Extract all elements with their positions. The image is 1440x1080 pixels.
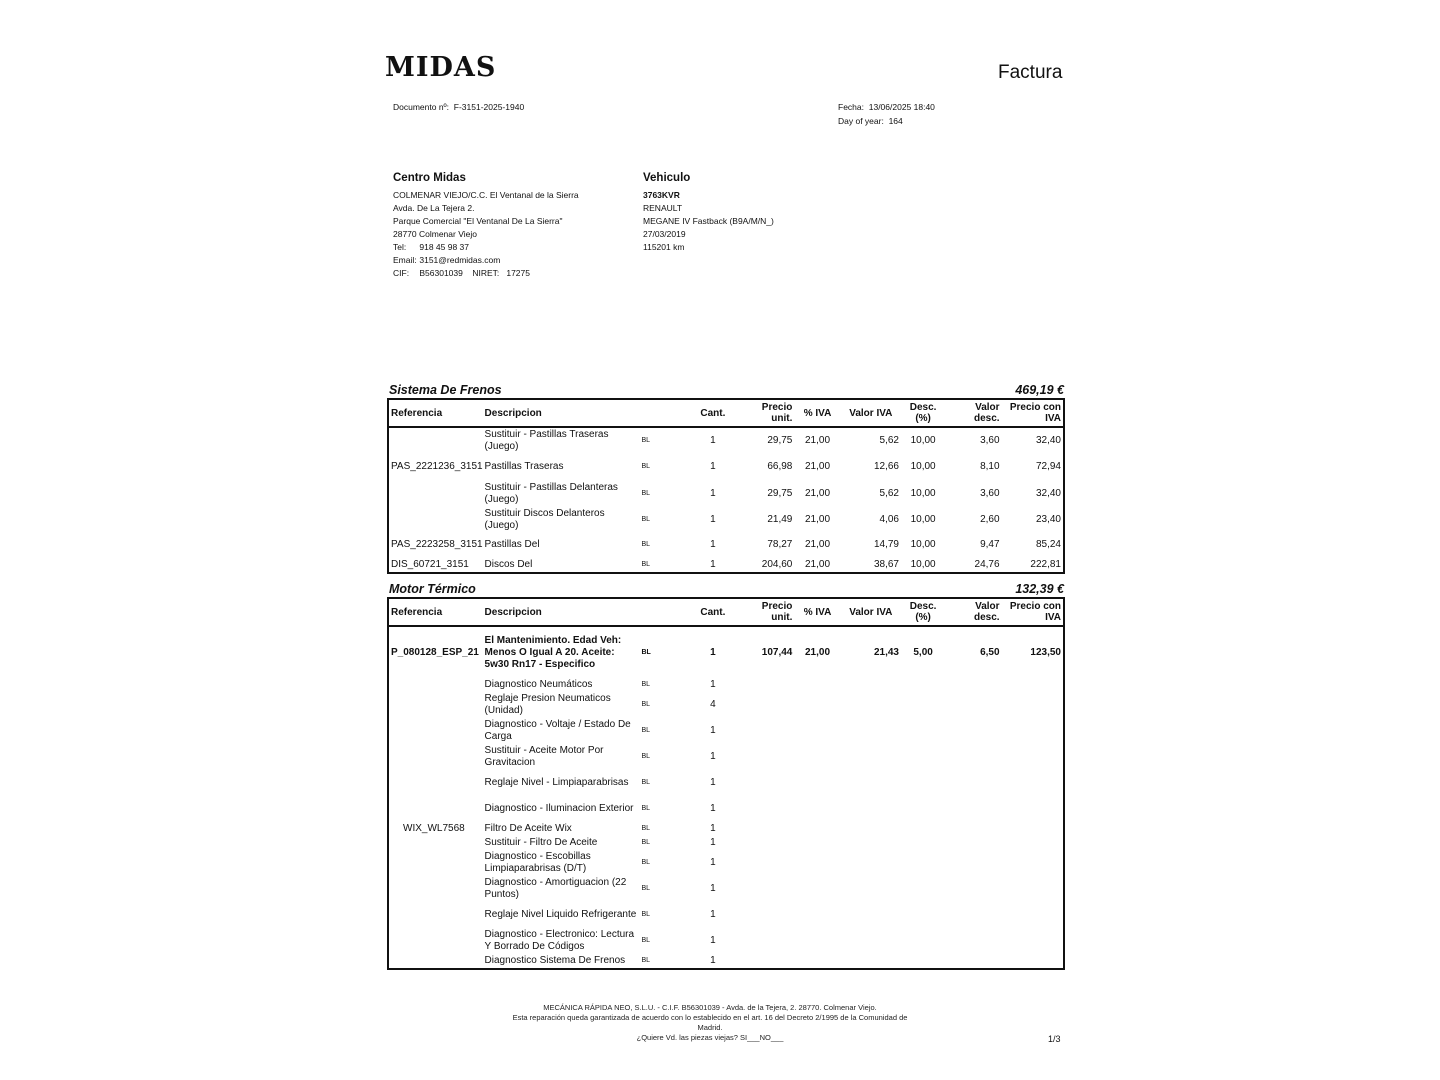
table-row (389, 850, 1063, 876)
cell-precio-unit: 29,75 (767, 435, 793, 446)
cell-descripcion: Sustituir - Aceite Motor Por Gravitacion (484, 745, 604, 768)
centro-cif: CIF: B56301039 NIRET: 17275 (393, 268, 530, 278)
section-motor-table (389, 599, 1063, 968)
cell-cant: 1 (710, 777, 716, 788)
cell-referencia (389, 796, 483, 822)
cell-cant: 1 (710, 646, 716, 658)
cell-descripcion: Pastillas Traseras (484, 461, 564, 472)
cell-valor-desc (945, 850, 1001, 876)
cell-precio-con-iva (1002, 902, 1063, 928)
cell-precio-unit (736, 744, 794, 770)
cell-referencia (389, 718, 483, 744)
header-blank (639, 400, 689, 427)
header-precio-unit: Precio unit. (736, 599, 794, 626)
cell-iva (794, 770, 840, 796)
cell-referencia (389, 770, 483, 796)
cell-bl: BL (641, 825, 651, 832)
centro-line3: Parque Comercial "El Ventanal De La Sierra" (393, 216, 563, 226)
cell-referencia: WIX_WL7568 (403, 823, 465, 834)
cell-cant: 1 (710, 883, 716, 894)
cell-bl: BL (641, 911, 651, 918)
vehiculo-km: 115201 km (643, 242, 685, 252)
table-row (389, 902, 1063, 928)
cell-descripcion: Diagnostico Sistema De Frenos (484, 955, 626, 966)
cell-precio-con-iva (1002, 876, 1063, 902)
cell-iva (794, 954, 840, 968)
cell-precio-unit (736, 902, 794, 928)
cell-precio-unit (736, 954, 794, 968)
cell-descripcion: Sustituir - Pastillas Delanteras (Juego) (484, 481, 618, 505)
vehiculo-title: Vehiculo (643, 172, 691, 184)
cell-iva (794, 876, 840, 902)
header-valor-iva: Valor IVA (841, 599, 901, 626)
cell-referencia (389, 876, 483, 902)
cell-descripcion: Diagnostico - Amortiguacion (22 Puntos) (484, 877, 627, 900)
cell-cant: 1 (710, 435, 716, 446)
cell-bl: BL (641, 779, 651, 786)
cell-cant: 1 (710, 751, 716, 762)
cell-precio-con-iva (1002, 678, 1063, 692)
cell-desc-pct: 10,00 (910, 487, 936, 499)
cell-iva: 21,00 (804, 461, 831, 472)
cell-valor-iva: 21,43 (873, 646, 899, 658)
cell-precio-unit (736, 678, 794, 692)
footer-line1: MECÁNICA RÁPIDA NEO, S.L.U. - C.I.F. B56301039 - Avda. de la Tejera, 2. 28770. Colmenar Viejo. (543, 1003, 877, 1012)
cell-iva (794, 678, 840, 692)
cell-referencia (389, 902, 483, 928)
header-referencia: Referencia (389, 400, 483, 427)
section-motor-table-box (387, 597, 1065, 970)
cell-precio-con-iva (1002, 822, 1063, 836)
cell-bl: BL (641, 681, 651, 688)
cell-descripcion: Sustituir - Pastillas Traseras (Juego) (484, 429, 609, 452)
cell-valor-iva: 5,62 (879, 487, 899, 499)
cell-descripcion: Diagnostico - Iluminacion Exterior (484, 803, 634, 814)
cell-valor-desc: 3,60 (980, 487, 1000, 499)
cell-bl: BL (641, 489, 651, 497)
section-motor-total: 132,39 € (1015, 582, 1064, 596)
vehiculo-fecha: 27/03/2019 (643, 229, 686, 239)
cell-valor-desc (945, 796, 1001, 822)
cell-desc-pct: 10,00 (910, 435, 936, 446)
cell-descripcion: Diagnostico - Escobillas Limpiaparabrisas (D/T) (484, 851, 591, 874)
cell-valor-desc: 8,10 (980, 461, 1000, 472)
cell-bl: BL (641, 957, 651, 964)
cell-valor-desc (945, 954, 1001, 968)
table-row (389, 796, 1063, 822)
cell-desc-pct (901, 770, 945, 796)
cell-desc-pct (901, 928, 945, 954)
header-valor-iva: Valor IVA (841, 400, 901, 427)
cell-descripcion: Diagnostico - Electronico: Lectura Y Borrado De Códigos (484, 929, 635, 952)
cell-referencia: PAS_2223258_3151 (391, 539, 483, 550)
centro-line1: COLMENAR VIEJO/C.C. El Ventanal de la Sierra (393, 190, 579, 200)
table-row (389, 744, 1063, 770)
midas-logo: MIDAS (385, 52, 497, 83)
cell-valor-iva (841, 836, 901, 850)
cell-cant: 1 (710, 909, 716, 920)
cell-desc-pct (901, 678, 945, 692)
section-frenos-table-box (387, 398, 1065, 574)
cell-valor-desc (945, 928, 1001, 954)
cell-iva (794, 718, 840, 744)
cell-precio-unit (736, 836, 794, 850)
cell-precio-unit (736, 796, 794, 822)
cell-valor-desc (945, 744, 1001, 770)
cell-referencia (389, 678, 483, 692)
cell-valor-iva (841, 822, 901, 836)
cell-descripcion: Reglaje Nivel Liquido Refrigerante (484, 909, 637, 920)
cell-descripcion: Sustituir Discos Delanteros (Juego) (484, 508, 605, 531)
centro-tel: Tel: 918 45 98 37 (393, 242, 470, 252)
table-row (389, 954, 1063, 968)
vehiculo-matricula: 3763KVR (643, 190, 680, 200)
cell-cant: 1 (710, 514, 716, 525)
cell-desc-pct (901, 692, 945, 718)
cell-iva (794, 822, 840, 836)
cell-bl: BL (641, 753, 651, 760)
cell-referencia (389, 850, 483, 876)
cell-iva (794, 744, 840, 770)
cell-precio-con-iva: 123,50 (1030, 646, 1061, 658)
centro-block (393, 172, 579, 280)
cell-descripcion: Reglaje Presion Neumaticos (Unidad) (484, 693, 611, 716)
section-motor-header (388, 582, 1064, 596)
centro-email: Email: 3151@redmidas.com (393, 255, 501, 265)
cell-descripcion: Diagnostico - Voltaje / Estado De Carga (484, 719, 631, 742)
vehiculo-modelo: MEGANE IV Fastback (B9A/M/N_) (643, 216, 774, 226)
cell-cant: 1 (710, 539, 716, 550)
day-of-year: Day of year: 164 (838, 116, 903, 126)
header-iva: % IVA (794, 599, 840, 626)
centro-line4: 28770 Colmenar Viejo (393, 229, 477, 239)
cell-desc-pct: 5,00 (913, 646, 933, 658)
cell-iva: 21,00 (804, 539, 831, 550)
cell-bl: BL (641, 701, 651, 708)
cell-cant: 1 (710, 857, 716, 868)
cell-precio-unit: 78,27 (767, 539, 793, 550)
cell-referencia: PAS_2221236_3151 (391, 461, 483, 472)
cell-referencia (389, 836, 483, 850)
table-row (389, 557, 1063, 572)
cell-valor-desc: 9,47 (980, 539, 1000, 550)
cell-precio-con-iva (1002, 692, 1063, 718)
cell-precio-unit: 107,44 (761, 646, 793, 658)
document-title: Factura (998, 62, 1063, 83)
cell-precio-con-iva (1002, 796, 1063, 822)
cell-bl: BL (641, 937, 651, 944)
cell-desc-pct (901, 796, 945, 822)
cell-precio-unit: 29,75 (767, 487, 793, 499)
header-cant: Cant. (690, 400, 736, 427)
cell-valor-desc (945, 876, 1001, 902)
cell-precio-unit (736, 718, 794, 744)
cell-iva: 21,00 (804, 487, 831, 499)
page-number: 1/3 (1048, 1034, 1061, 1044)
cell-cant: 1 (710, 487, 716, 499)
section-frenos-table (389, 400, 1063, 572)
cell-precio-con-iva (1002, 954, 1063, 968)
cell-bl: BL (641, 437, 651, 444)
cell-iva (794, 902, 840, 928)
cell-precio-con-iva (1002, 744, 1063, 770)
footer-line2: Esta reparación queda garantizada de acuerdo con lo establecido en el art. 16 del Decreto 2/1995 de la Comunidad de Madrid. (512, 1013, 908, 1032)
cell-referencia: P_080128_ESP_21 (391, 646, 479, 658)
cell-descripcion: El Mantenimiento. Edad Veh: Menos O Igual A 20. Aceite: 5w30 Rn17 - Especifico (484, 634, 622, 670)
cell-desc-pct: 10,00 (910, 558, 936, 570)
cell-desc-pct: 10,00 (910, 539, 936, 550)
cell-cant: 1 (710, 725, 716, 736)
table-row (389, 678, 1063, 692)
cell-desc-pct (901, 718, 945, 744)
cell-precio-con-iva: 23,40 (1035, 514, 1061, 525)
section-motor-title: Motor Térmico (389, 582, 476, 596)
cell-descripcion: Pastillas Del (484, 539, 540, 550)
cell-valor-iva: 14,79 (873, 539, 899, 550)
cell-desc-pct (901, 744, 945, 770)
table-row (389, 770, 1063, 796)
cell-valor-desc: 3,60 (980, 435, 1000, 446)
cell-bl: BL (641, 648, 651, 656)
cell-bl: BL (641, 541, 651, 548)
vehiculo-block (643, 172, 774, 254)
centro-line2: Avda. De La Tejera 2. (393, 203, 475, 213)
cell-precio-con-iva (1002, 718, 1063, 744)
cell-precio-con-iva: 222,81 (1030, 558, 1061, 570)
cell-bl: BL (641, 859, 651, 866)
cell-precio-con-iva: 72,94 (1035, 461, 1061, 472)
cell-valor-iva (841, 876, 901, 902)
cell-bl: BL (641, 463, 651, 470)
cell-valor-desc (945, 770, 1001, 796)
cell-referencia (389, 692, 483, 718)
invoice-date: Fecha: 13/06/2025 18:40 (838, 102, 935, 112)
section-frenos-total: 469,19 € (1015, 383, 1064, 397)
header-blank (639, 599, 689, 626)
cell-iva (794, 836, 840, 850)
cell-valor-iva (841, 744, 901, 770)
header-valor-desc: Valor desc. (945, 599, 1001, 626)
cell-iva (794, 796, 840, 822)
cell-bl: BL (641, 516, 651, 523)
cell-precio-con-iva: 32,40 (1035, 435, 1061, 446)
cell-iva: 21,00 (804, 646, 831, 658)
cell-valor-iva (841, 770, 901, 796)
footer-line3: ¿Quiere Vd. las piezas viejas? SI___NO___ (636, 1033, 784, 1042)
cell-valor-iva (841, 718, 901, 744)
cell-valor-desc: 24,76 (974, 558, 1000, 570)
cell-precio-con-iva: 85,24 (1035, 539, 1061, 550)
cell-referencia (389, 954, 483, 968)
cell-precio-unit: 66,98 (767, 461, 793, 472)
cell-precio-unit (736, 692, 794, 718)
cell-referencia (389, 744, 483, 770)
cell-precio-con-iva (1002, 928, 1063, 954)
footer (500, 1003, 920, 1043)
header-referencia: Referencia (389, 599, 483, 626)
header-cant: Cant. (690, 599, 736, 626)
cell-valor-iva (841, 954, 901, 968)
header-precio-con-iva: Precio con IVA (1002, 599, 1063, 626)
cell-bl: BL (641, 727, 651, 734)
cell-desc-pct (901, 822, 945, 836)
table-row (389, 507, 1063, 533)
header-desc-pct: Desc. (%) (901, 400, 945, 427)
cell-cant: 1 (710, 461, 716, 472)
cell-cant: 4 (710, 699, 716, 710)
cell-precio-con-iva: 32,40 (1035, 487, 1061, 499)
vehiculo-marca: RENAULT (643, 203, 683, 213)
header-precio-unit: Precio unit. (736, 400, 794, 427)
table-row (389, 876, 1063, 902)
table-row (389, 533, 1063, 557)
table-row (389, 928, 1063, 954)
table-row (389, 836, 1063, 850)
header-valor-desc: Valor desc. (945, 400, 1001, 427)
cell-cant: 1 (710, 935, 716, 946)
cell-desc-pct (901, 836, 945, 850)
cell-bl: BL (641, 560, 651, 568)
table-row (389, 454, 1063, 480)
cell-descripcion: Sustituir - Filtro De Aceite (484, 837, 598, 848)
cell-precio-unit (736, 822, 794, 836)
table-row (389, 822, 1063, 836)
cell-valor-iva (841, 692, 901, 718)
cell-valor-iva (841, 678, 901, 692)
cell-descripcion: Reglaje Nivel - Limpiaparabrisas (484, 777, 629, 788)
cell-referencia (389, 928, 483, 954)
cell-cant: 1 (710, 837, 716, 848)
table-row (389, 427, 1063, 454)
section-frenos-title: Sistema De Frenos (389, 383, 502, 397)
cell-valor-iva: 38,67 (873, 558, 899, 570)
cell-valor-iva: 5,62 (879, 435, 899, 446)
cell-bl: BL (641, 885, 651, 892)
cell-desc-pct: 10,00 (910, 514, 936, 525)
cell-iva (794, 928, 840, 954)
cell-precio-con-iva (1002, 770, 1063, 796)
cell-desc-pct: 10,00 (910, 461, 936, 472)
cell-valor-desc: 6,50 (980, 646, 1000, 658)
cell-valor-desc (945, 678, 1001, 692)
cell-iva (794, 850, 840, 876)
header-descripcion: Descripcion (483, 400, 640, 427)
cell-valor-desc (945, 718, 1001, 744)
table-row (389, 692, 1063, 718)
cell-cant: 1 (710, 558, 716, 570)
cell-desc-pct (901, 954, 945, 968)
cell-descripcion: Diagnostico Neumáticos (484, 679, 593, 690)
cell-desc-pct (901, 876, 945, 902)
document-number: Documento nº: F-3151-2025-1940 (393, 102, 525, 112)
cell-cant: 1 (710, 823, 716, 834)
cell-valor-iva: 4,06 (879, 514, 899, 525)
cell-iva: 21,00 (804, 435, 831, 446)
cell-valor-iva (841, 796, 901, 822)
cell-referencia: DIS_60721_3151 (391, 558, 469, 570)
cell-valor-iva (841, 850, 901, 876)
cell-bl: BL (641, 839, 651, 846)
cell-cant: 1 (710, 955, 716, 966)
cell-precio-unit (736, 876, 794, 902)
cell-iva (794, 692, 840, 718)
cell-referencia (389, 507, 483, 533)
table-row (389, 480, 1063, 507)
header-desc-pct: Desc. (%) (901, 599, 945, 626)
cell-iva: 21,00 (804, 558, 831, 570)
cell-precio-unit (736, 770, 794, 796)
cell-desc-pct (901, 902, 945, 928)
cell-valor-desc (945, 822, 1001, 836)
cell-precio-unit (736, 850, 794, 876)
cell-precio-con-iva (1002, 836, 1063, 850)
cell-iva: 21,00 (804, 514, 831, 525)
section-frenos-header (388, 383, 1064, 397)
header-precio-con-iva: Precio con IVA (1002, 400, 1063, 427)
cell-descripcion: Filtro De Aceite Wix (484, 823, 572, 834)
cell-descripcion: Discos Del (484, 558, 533, 570)
cell-precio-unit: 204,60 (761, 558, 793, 570)
cell-desc-pct (901, 850, 945, 876)
cell-referencia (389, 427, 483, 454)
centro-title: Centro Midas (393, 172, 466, 184)
cell-valor-desc (945, 836, 1001, 850)
header-iva: % IVA (794, 400, 840, 427)
cell-valor-desc: 2,60 (980, 514, 1000, 525)
cell-valor-iva (841, 902, 901, 928)
cell-referencia (389, 480, 483, 507)
cell-valor-desc (945, 902, 1001, 928)
cell-precio-unit: 21,49 (767, 514, 793, 525)
header-descripcion: Descripcion (483, 599, 640, 626)
cell-precio-con-iva (1002, 850, 1063, 876)
cell-valor-iva (841, 928, 901, 954)
table-row (389, 626, 1063, 678)
cell-precio-unit (736, 928, 794, 954)
table-row (389, 718, 1063, 744)
cell-cant: 1 (710, 803, 716, 814)
cell-valor-iva: 12,66 (873, 461, 899, 472)
cell-bl: BL (641, 805, 651, 812)
cell-valor-desc (945, 692, 1001, 718)
cell-cant: 1 (710, 679, 716, 690)
